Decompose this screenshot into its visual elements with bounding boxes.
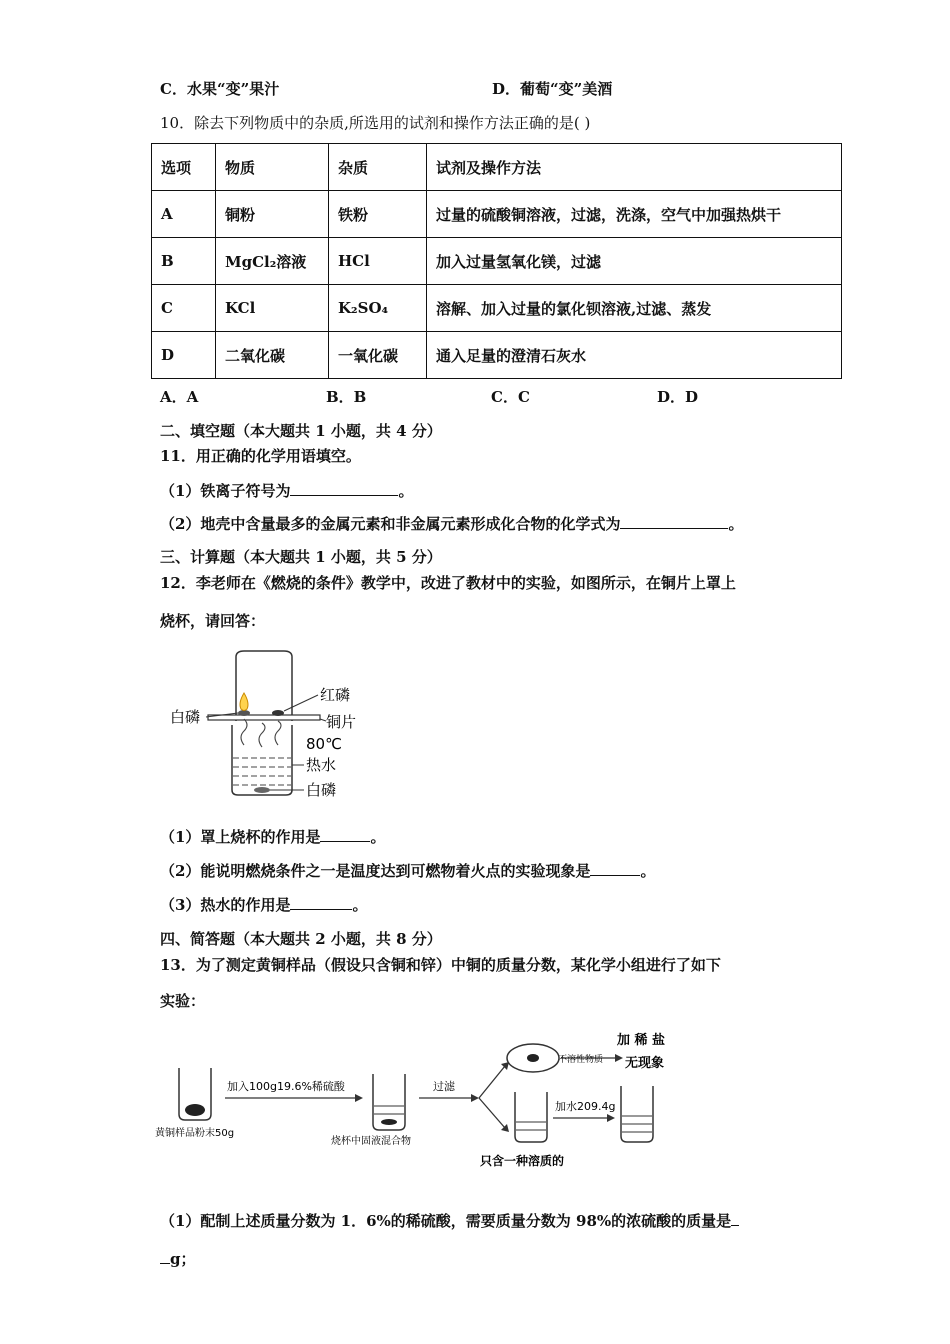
table-cell: 铜粉 [216,191,329,238]
q13-part-1-unit: g； [170,1250,196,1268]
label-white-phosphorus-bottom: 白磷 [306,781,337,799]
arrowhead [355,1094,363,1102]
steam-icon [259,723,265,747]
table-cell: 通入足量的澄清石灰水 [427,332,842,379]
q9-option-c: C．水果“变”果汁 [160,80,280,98]
beaker-final [621,1086,653,1142]
combustion-experiment-figure [168,645,368,800]
leader-line [284,695,318,711]
label-red-phosphorus: 红磷 [320,686,351,704]
table-cell: KCl [216,285,329,332]
q10-option-c: C．C [491,388,530,406]
branch-down [479,1098,505,1128]
q12-part-2-text: （2）能说明燃烧条件之一是温度达到可燃物着火点的实验现象是 [160,862,591,880]
period: 。 [728,515,744,533]
label-no-change: 无现象 [625,1056,665,1071]
period: 。 [370,828,386,846]
table-header-row [152,144,842,191]
q12-stem-line-1: 12．李老师在《燃烧的条件》教学中，改进了教材中的实验，如图所示，在铜片上罩上 [160,574,736,592]
q13-part-1 [160,1210,739,1231]
table-cell: HCl [329,238,427,285]
arrowhead [607,1114,615,1122]
answer-blank[interactable] [731,1211,739,1226]
q12-part-3 [160,894,367,915]
table-cell: 过量的硫酸铜溶液，过滤，洗涤，空气中加强热烘干 [427,191,842,238]
q10-option-b: B．B [326,388,367,406]
label-sample: 黄铜样品粉末50g [155,1128,235,1139]
q12-stem-line-2: 烧杯，请回答： [160,612,266,630]
answer-blank[interactable] [590,861,640,876]
table-row [152,285,842,332]
label-hot-water: 热水 [306,756,337,774]
answer-blank[interactable] [320,827,370,842]
table-cell: 溶解、加入过量的氯化钡溶液,过滤、蒸发 [427,285,842,332]
label-temperature: 80℃ [306,735,342,753]
section-heading-fill-in: 二、填空题（本大题共 1 小题，共 4 分） [160,422,442,440]
q13-stem-line-1: 13．为了测定黄铜样品（假设只含铜和锌）中铜的质量分数，某化学小组进行了如下 [160,956,721,974]
q12-part-1 [160,826,385,847]
label-add-dilute-hcl: 加 稀 盐 [617,1033,666,1048]
q11-stem: 11．用正确的化学用语填空。 [160,447,361,465]
section-heading-short-answer: 四、简答题（本大题共 2 小题，共 8 分） [160,930,442,948]
arrowhead [471,1094,479,1102]
table-row [152,332,842,379]
q10-option-a: A．A [160,388,199,406]
answer-blank[interactable] [290,895,352,910]
period: 。 [352,896,368,914]
table-cell: C [152,285,216,332]
q13-part-1-text: （1）配制上述质量分数为 1．6%的稀硫酸，需要质量分数为 98%的浓硫酸的质量是 [160,1212,732,1230]
table-header-cell: 物质 [216,144,329,191]
table-cell: MgCl₂溶液 [216,238,329,285]
brass-experiment-flow-figure [155,1028,735,1174]
period: 。 [398,482,414,500]
q11-part-2-text: （2）地壳中含量最多的金属元素和非金属元素形成化合物的化学式为 [160,515,621,533]
answer-blank[interactable] [620,514,728,529]
label-mixture: 烧杯中固液混合物 [331,1136,411,1147]
label-white-phosphorus-left: 白磷 [170,708,201,726]
q9-option-d: D．葡萄“变”美酒 [492,80,613,98]
table-cell: B [152,238,216,285]
residue [381,1119,397,1125]
section-heading-calculation: 三、计算题（本大题共 1 小题，共 5 分） [160,548,442,566]
q10-stem: 10．除去下列物质中的杂质,所选用的试剂和操作方法正确的是( ) [160,114,591,132]
q12-part-1-text: （1）罩上烧杯的作用是 [160,828,321,846]
branch-up [479,1066,505,1098]
label-copper-plate: 铜片 [326,713,357,731]
q11-part-1 [160,480,413,501]
steam-icon [241,719,247,745]
answer-blank[interactable] [160,1249,170,1264]
table-row [152,191,842,238]
table-cell: K₂SO₄ [329,285,427,332]
label-add-water: 加水209.4g [555,1100,616,1113]
answer-blank[interactable] [290,481,398,496]
q11-part-2 [160,513,743,534]
q10-option-d: D．D [657,388,699,406]
q12-part-2 [160,860,655,881]
label-add-acid: 加入100g19.6%稀硫酸 [227,1080,345,1093]
brass-powder [185,1104,205,1116]
q13-part-1-continued [160,1248,196,1269]
table-header-cell: 试剂及操作方法 [427,144,842,191]
insoluble-solid [527,1054,539,1062]
table-header-cell: 选项 [152,144,216,191]
table-row [152,238,842,285]
period: 。 [640,862,656,880]
q12-part-3-text: （3）热水的作用是 [160,896,291,914]
flame-icon [240,693,248,711]
table-cell: A [152,191,216,238]
arrowhead [615,1054,623,1062]
label-one-solute: 只含一种溶质的 [480,1154,565,1168]
beaker-filtrate [515,1092,547,1142]
q10-table [151,143,842,379]
red-phosphorus [272,710,284,716]
copper-plate [208,715,320,720]
table-cell: 二氧化碳 [216,332,329,379]
label-insoluble: 不溶性物质 [558,1055,604,1065]
label-filter: 过滤 [433,1080,455,1093]
q11-part-1-text: （1）铁离子符号为 [160,482,291,500]
table-cell: 加入过量氢氧化镁，过滤 [427,238,842,285]
white-phosphorus-underwater [254,787,270,793]
table-header-cell: 杂质 [329,144,427,191]
table-cell: 一氧化碳 [329,332,427,379]
steam-icon [275,721,281,745]
q13-stem-line-2: 实验： [160,992,206,1010]
table-cell: 铁粉 [329,191,427,238]
table-cell: D [152,332,216,379]
